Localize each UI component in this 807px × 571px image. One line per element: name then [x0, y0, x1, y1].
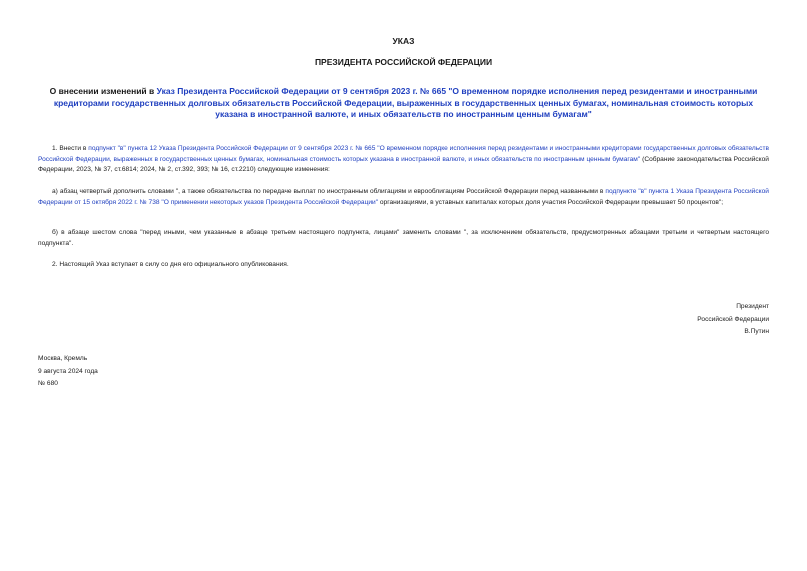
subject-prefix: О внесении изменений в: [49, 86, 157, 96]
p1-decree-link[interactable]: подпункт "в" пункта 12 Указа Президента Российской Федерации от 9 сентября 2023 г. № 665 "О временном порядке исполнения перед резидентами и иностранными кредиторами государственных долговых обязательств Российской Федерации, выраженных в государственных ценных бумагах, номинальная стоимость которых указана в иностранной валюте, и иных обязательств по иностранным ценным бумагам": [38, 145, 769, 163]
document-subtitle: ПРЕЗИДЕНТА РОССИЙСКОЙ ФЕДЕРАЦИИ: [314, 57, 493, 67]
p2-text-start: а) абзац четвертый дополнить словами ", а также обязательства по передаче выплат по иностранным облигациям и еврооблигациям Российской Федерации перед названными в: [52, 188, 606, 195]
p2-decree-link[interactable]: подпункте "в" пункта 1 Указа Президента Российской Федерации от 15 октября 2022 г. № 738 "О применении некоторых указов Президента Российской Федерации": [38, 188, 769, 206]
document-title: УКАЗ: [392, 36, 415, 46]
signature-position: Президент: [736, 303, 769, 310]
subject-decree-link[interactable]: Указ Президента Российской Федерации от 9 сентября 2023 г. № 665 "О временном порядке исполнения перед резидентами и иностранными кредиторами государственных долговых обязательств Российской Федерации, выраженных в государственных ценных бумагах, номинальная стоимость которых указана в иностранной валюте, и иных обязательств по иностранным ценным бумагам": [53, 86, 758, 119]
place-date-block: [38, 353, 98, 391]
signature-block: [697, 301, 769, 339]
place-city: Москва, Кремль: [38, 355, 88, 362]
paragraph-2b: б) в абзаце шестом слова "перед иными, чем указанные в абзаце третьем настоящего подпункта, лицами" заменить словами ", за исключением обязательств, предусмотренных абзацами третьим и четвертым настоящего подпункта".: [38, 229, 769, 247]
document-date: 9 августа 2024 года: [38, 367, 98, 375]
document-subject: [38, 86, 769, 121]
signature-country: Российской Федерации: [697, 315, 769, 323]
document-number: № 680: [38, 380, 58, 387]
paragraph-2a: [38, 187, 769, 208]
p1-text-start: 1. Внести в: [52, 145, 89, 152]
paragraph-3: 2. Настоящий Указ вступает в силу со дня его официального опубликования.: [52, 261, 289, 268]
p1-text-end: (Собрание законодательства Российской Федерации, 2023, № 37, ст.6814; 2024, № 2, ст.392, 393; № 16, ст.2210) следующие изменения:: [38, 155, 769, 173]
p2-text-end: организациями, в уставных капиталах которых доля участия Российской Федерации превышает 50 процентов";: [378, 198, 724, 206]
signature-name: В.Путин: [744, 328, 769, 335]
paragraph-1: [38, 144, 769, 176]
